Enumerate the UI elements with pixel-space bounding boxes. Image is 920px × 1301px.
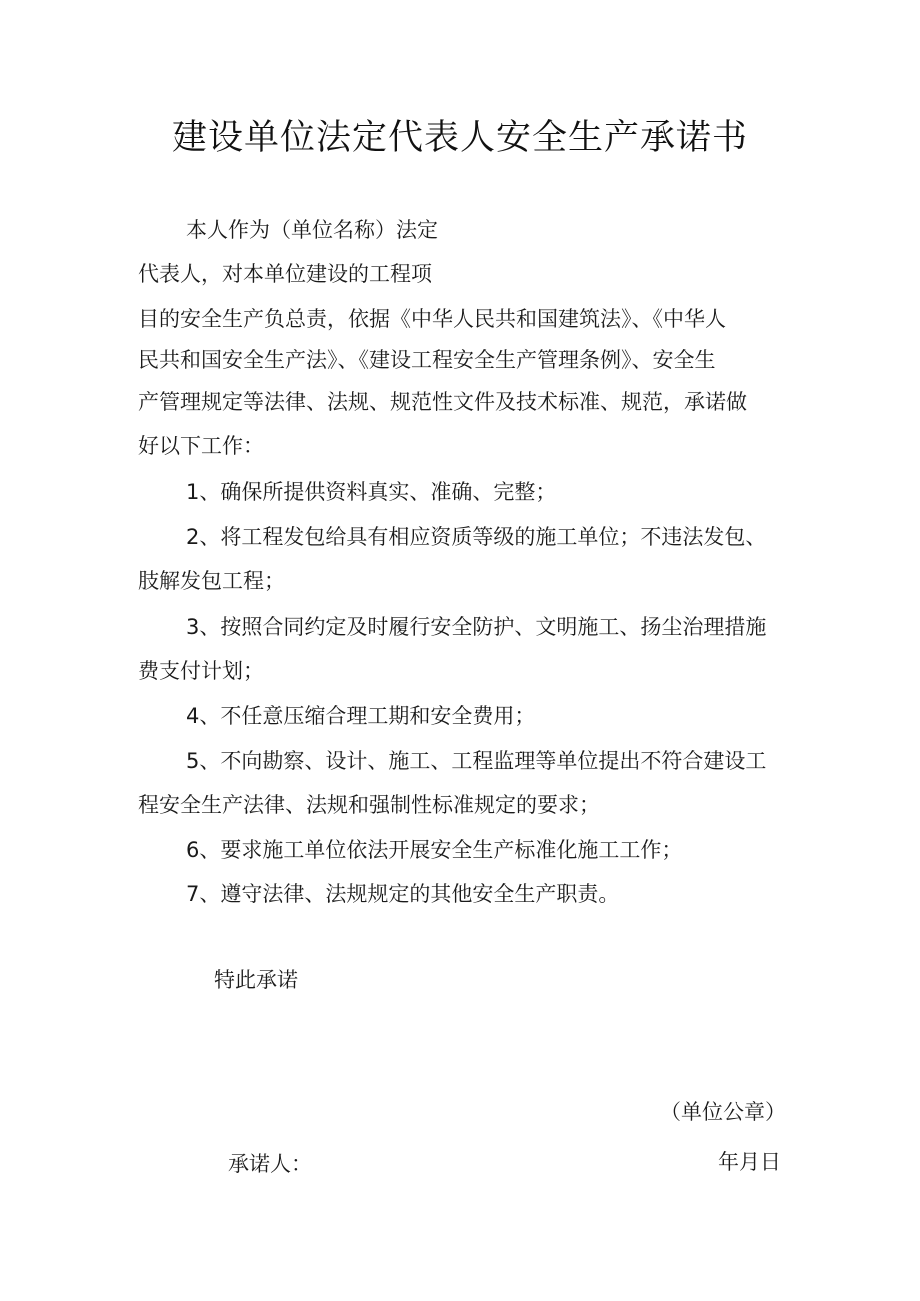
commitment-item-5-continued: 程安全生产法律、法规和强制性标准规定的要求； — [138, 793, 600, 817]
commitment-item-3-continued: 费支付计划； — [138, 659, 264, 683]
intro-line: 好以下工作： — [138, 434, 264, 458]
intro-line: 本人作为（单位名称）法定 — [186, 218, 438, 242]
commitment-item-2-continued: 肢解发包工程； — [138, 569, 285, 593]
commitment-item-3: 3、按照合同约定及时履行安全防护、文明施工、扬尘治理措施 — [186, 615, 767, 639]
date-label: 年月日 — [718, 1150, 781, 1174]
commitment-item-2: 2、将工程发包给具有相应资质等级的施工单位；不违法发包、 — [186, 525, 767, 549]
signer-label: 承诺人： — [228, 1152, 312, 1176]
intro-line: 民共和国安全生产法》、《建设工程安全生产管理条例》、安全生 — [138, 348, 716, 372]
document-title: 建设单位法定代表人安全生产承诺书 — [171, 118, 748, 158]
intro-line: 产管理规定等法律、法规、规范性文件及技术标准、规范，承诺做 — [138, 390, 747, 414]
commitment-item-4: 4、不任意压缩合理工期和安全费用； — [186, 704, 536, 728]
commitment-item-1: 1、确保所提供资料真实、准确、完整； — [186, 480, 557, 504]
closing-statement: 特此承诺 — [214, 968, 298, 992]
seal-label: （单位公章） — [660, 1100, 786, 1124]
intro-line: 目的安全生产负总责，依据《中华人民共和国建筑法》、《中华人 — [138, 307, 726, 331]
commitment-item-6: 6、要求施工单位依法开展安全生产标准化施工工作； — [186, 838, 683, 862]
commitment-item-5: 5、不向勘察、设计、施工、工程监理等单位提出不符合建设工 — [186, 749, 767, 773]
commitment-item-7: 7、遵守法律、法规规定的其他安全生产职责。 — [186, 882, 620, 906]
intro-line: 代表人，对本单位建设的工程项 — [138, 262, 432, 286]
